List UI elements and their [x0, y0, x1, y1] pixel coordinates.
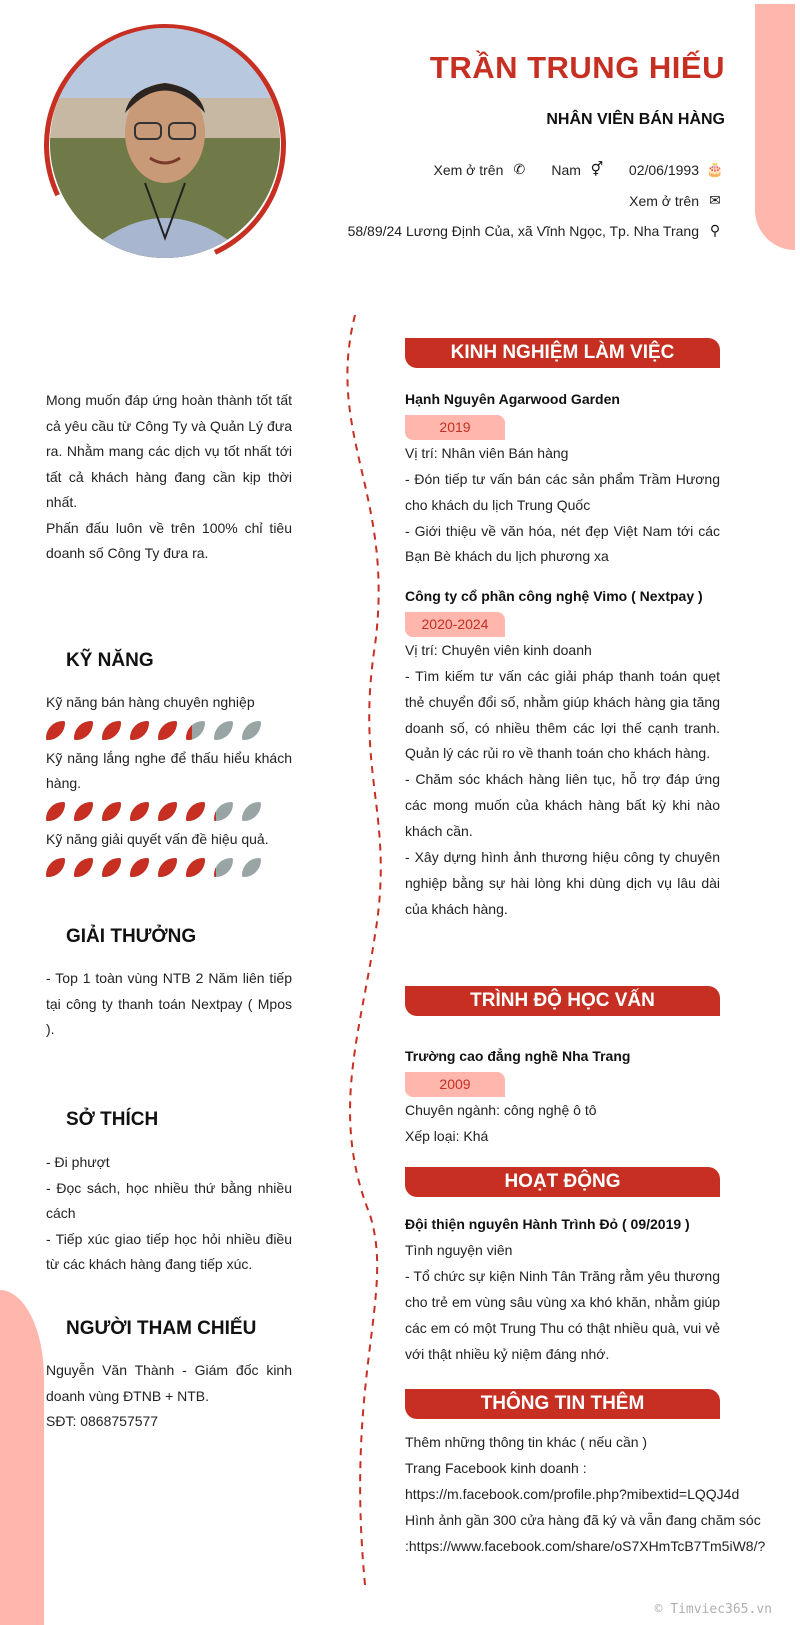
- job-line: - Đón tiếp tư vấn bán các sản phẩm Trầm Hương cho khách du lịch Trung Quốc: [405, 470, 720, 513]
- job-1: [405, 387, 720, 570]
- rating-dot: [186, 858, 205, 877]
- skill-name: Kỹ năng lắng nghe để thấu hiểu khách hàng.: [46, 750, 292, 791]
- activity-line: - Tổ chức sự kiện Ninh Tân Trăng rằm yêu thương cho trẻ em vùng sâu vùng xa khó khăn, nhằm giúp các em có một Trung Thu có thật nhiều quà, vui vẻ với thật nhiều kỷ niệm đáng nhớ.: [405, 1267, 720, 1362]
- contact-row-2: [629, 192, 725, 209]
- rating-dot: [214, 858, 233, 877]
- rating-dot: [102, 721, 121, 740]
- hobby-item: - Đọc sách, học nhiều thứ bằng nhiều cách: [46, 1179, 292, 1221]
- job-line: - Chăm sóc khách hàng liên tục, hỗ trợ đáp ứng các mong muốn của khách hàng bất kỳ khi nào khách cần.: [405, 771, 720, 840]
- rating-dot: [242, 858, 261, 877]
- hobby-item: - Tiếp xúc giao tiếp học hỏi nhiều điều từ các khách hàng đang tiếp xúc.: [46, 1230, 292, 1272]
- map-marker-icon: ⚲: [709, 222, 721, 238]
- rating-dot: [130, 802, 149, 821]
- more-line: Trang Facebook kinh doanh :: [405, 1459, 587, 1476]
- skills-list: [46, 690, 292, 883]
- facebook-share-link[interactable]: :https://www.facebook.com/share/oS7XHmTcB7Tm5iW8/?: [405, 1537, 766, 1554]
- birthday-value: 02/06/1993: [628, 161, 699, 178]
- contact-row-3: [348, 222, 725, 239]
- candidate-name: TRẦN TRUNG HIẾU: [429, 50, 725, 85]
- envelope-icon: ✉: [709, 192, 721, 208]
- decor-top-right: [755, 4, 795, 250]
- objective-line: Phấn đấu luôn về trên 100% chỉ tiêu doanh số Công Ty đưa ra.: [46, 519, 292, 561]
- rating-dot: [158, 721, 177, 740]
- rating-dot: [242, 721, 261, 740]
- job-line: Vị trí: Chuyên viên kinh doanh: [405, 641, 592, 658]
- rating-dot: [130, 858, 149, 877]
- address-value: 58/89/24 Lương Định Của, xã Vĩnh Ngọc, Tp. Nha Trang: [347, 222, 699, 239]
- activities-heading: HOẠT ĐỘNG: [405, 1167, 720, 1197]
- phone-value: Xem ở trên: [433, 161, 504, 178]
- job-company: Công ty cổ phần công nghệ Vimo ( Nextpay ): [405, 588, 703, 604]
- experience-heading: KINH NGHIỆM LÀM VIỆC: [405, 338, 720, 368]
- activity-entry: [405, 1212, 720, 1367]
- more-info-heading: THÔNG TIN THÊM: [405, 1389, 720, 1419]
- skill-rating: [46, 802, 292, 821]
- rating-dot: [46, 858, 65, 877]
- job-line: Vị trí: Nhân viên Bán hàng: [405, 444, 569, 461]
- more-line: Thêm những thông tin khác ( nếu cần ): [405, 1434, 648, 1450]
- rating-dot: [102, 858, 121, 877]
- facebook-link[interactable]: https://m.facebook.com/profile.php?mibextid=LQQJ4d: [405, 1485, 740, 1502]
- rating-dot: [46, 721, 65, 740]
- references-heading: NGƯỜI THAM CHIẾU: [66, 1318, 257, 1339]
- objective-line: Mong muốn đáp ứng hoàn thành tốt tất cả yêu cầu từ Công Ty và Quản Lý đưa ra. Nhằm mang các dịch vụ tốt nhất tới tất cả khách hàng đang cần kịp thời nhất.: [46, 392, 292, 510]
- education-line: Xếp loại: Khá: [405, 1127, 489, 1144]
- wave-divider: [335, 315, 395, 1585]
- job-year: 2019: [405, 415, 505, 440]
- job-line: - Tìm kiếm tư vấn các giải pháp thanh toán quẹt thẻ chuyển đổi số, nhằm giúp khách hàng gia tăng doanh số, có nhiều thêm các lợi thế cạnh tranh. Quản lý các rủi ro về thanh toán cho khách hàng.: [405, 667, 720, 762]
- rating-dot: [158, 858, 177, 877]
- education-year: 2009: [405, 1072, 505, 1097]
- reference-item: SĐT: 0868757577: [46, 1413, 159, 1429]
- job-title: NHÂN VIÊN BÁN HÀNG: [546, 111, 725, 128]
- activity-org: Đội thiện nguyên Hành Trình Đỏ ( 09/2019 ): [405, 1216, 690, 1232]
- job-company: Hạnh Nguyên Agarwood Garden: [405, 391, 620, 407]
- rating-dot: [242, 802, 261, 821]
- awards-text: - Top 1 toàn vùng NTB 2 Năm liên tiếp tại công ty thanh toán Nextpay ( Mpos ).: [46, 970, 292, 1037]
- job-line: - Xây dựng hình ảnh thương hiệu công ty chuyên nghiệp bằng sự hài lòng khi dùng dịch vụ lâu dài của khách hàng.: [405, 849, 720, 917]
- hobbies-list: [46, 1150, 292, 1278]
- more-line: Hình ảnh gần 300 cửa hàng đã ký và vẫn đang chăm sóc: [405, 1511, 761, 1528]
- avatar-portrait: [50, 28, 280, 258]
- rating-dot: [74, 858, 93, 877]
- school-name: Trường cao đẳng nghề Nha Trang: [405, 1048, 631, 1064]
- rating-dot: [74, 721, 93, 740]
- rating-dot: [186, 721, 205, 740]
- decor-bottom-left: [0, 1290, 44, 1625]
- avatar: [50, 28, 280, 258]
- education-heading: TRÌNH ĐỘ HỌC VẤN: [405, 986, 720, 1016]
- reference-item: Nguyễn Văn Thành - Giám đốc kinh doanh vùng ĐTNB + NTB.: [46, 1362, 292, 1404]
- job-year: 2020-2024: [405, 612, 505, 637]
- skill-rating: [46, 858, 292, 877]
- hobbies-heading: SỞ THÍCH: [66, 1109, 159, 1130]
- contact-row-1: [433, 161, 725, 178]
- activity-line: Tình nguyện viên: [405, 1241, 513, 1258]
- references-list: [46, 1358, 292, 1435]
- job-line: - Giới thiệu về văn hóa, nét đẹp Việt Nam tới các Bạn Bè khách du lịch phương xa: [405, 522, 720, 565]
- skills-heading: KỸ NĂNG: [66, 650, 154, 671]
- skill-name: Kỹ năng bán hàng chuyên nghiệp: [46, 694, 255, 710]
- rating-dot: [214, 721, 233, 740]
- gender-value: Nam: [551, 161, 581, 178]
- career-objective: [46, 388, 292, 567]
- rating-dot: [46, 802, 65, 821]
- phone-icon: ✆: [513, 161, 526, 177]
- rating-dot: [158, 802, 177, 821]
- rating-dot: [74, 802, 93, 821]
- gender-icon: ⚥: [590, 161, 604, 177]
- email-value: Xem ở trên: [629, 192, 699, 209]
- birthday-cake-icon: 🎂: [706, 161, 724, 177]
- job-2: [405, 584, 720, 923]
- awards-heading: GIẢI THƯỞNG: [66, 926, 197, 947]
- education-line: Chuyên ngành: công nghệ ô tô: [405, 1101, 597, 1118]
- education-entry: [405, 1044, 720, 1150]
- hobby-item: - Đi phượt: [46, 1154, 110, 1170]
- skill-rating: [46, 721, 292, 740]
- rating-dot: [186, 802, 205, 821]
- rating-dot: [102, 802, 121, 821]
- rating-dot: [214, 802, 233, 821]
- rating-dot: [130, 721, 149, 740]
- watermark: © Timviec365.vn: [654, 1602, 772, 1617]
- skill-name: Kỹ năng giải quyết vấn đề hiệu quả.: [46, 831, 269, 847]
- more-info: [405, 1430, 795, 1560]
